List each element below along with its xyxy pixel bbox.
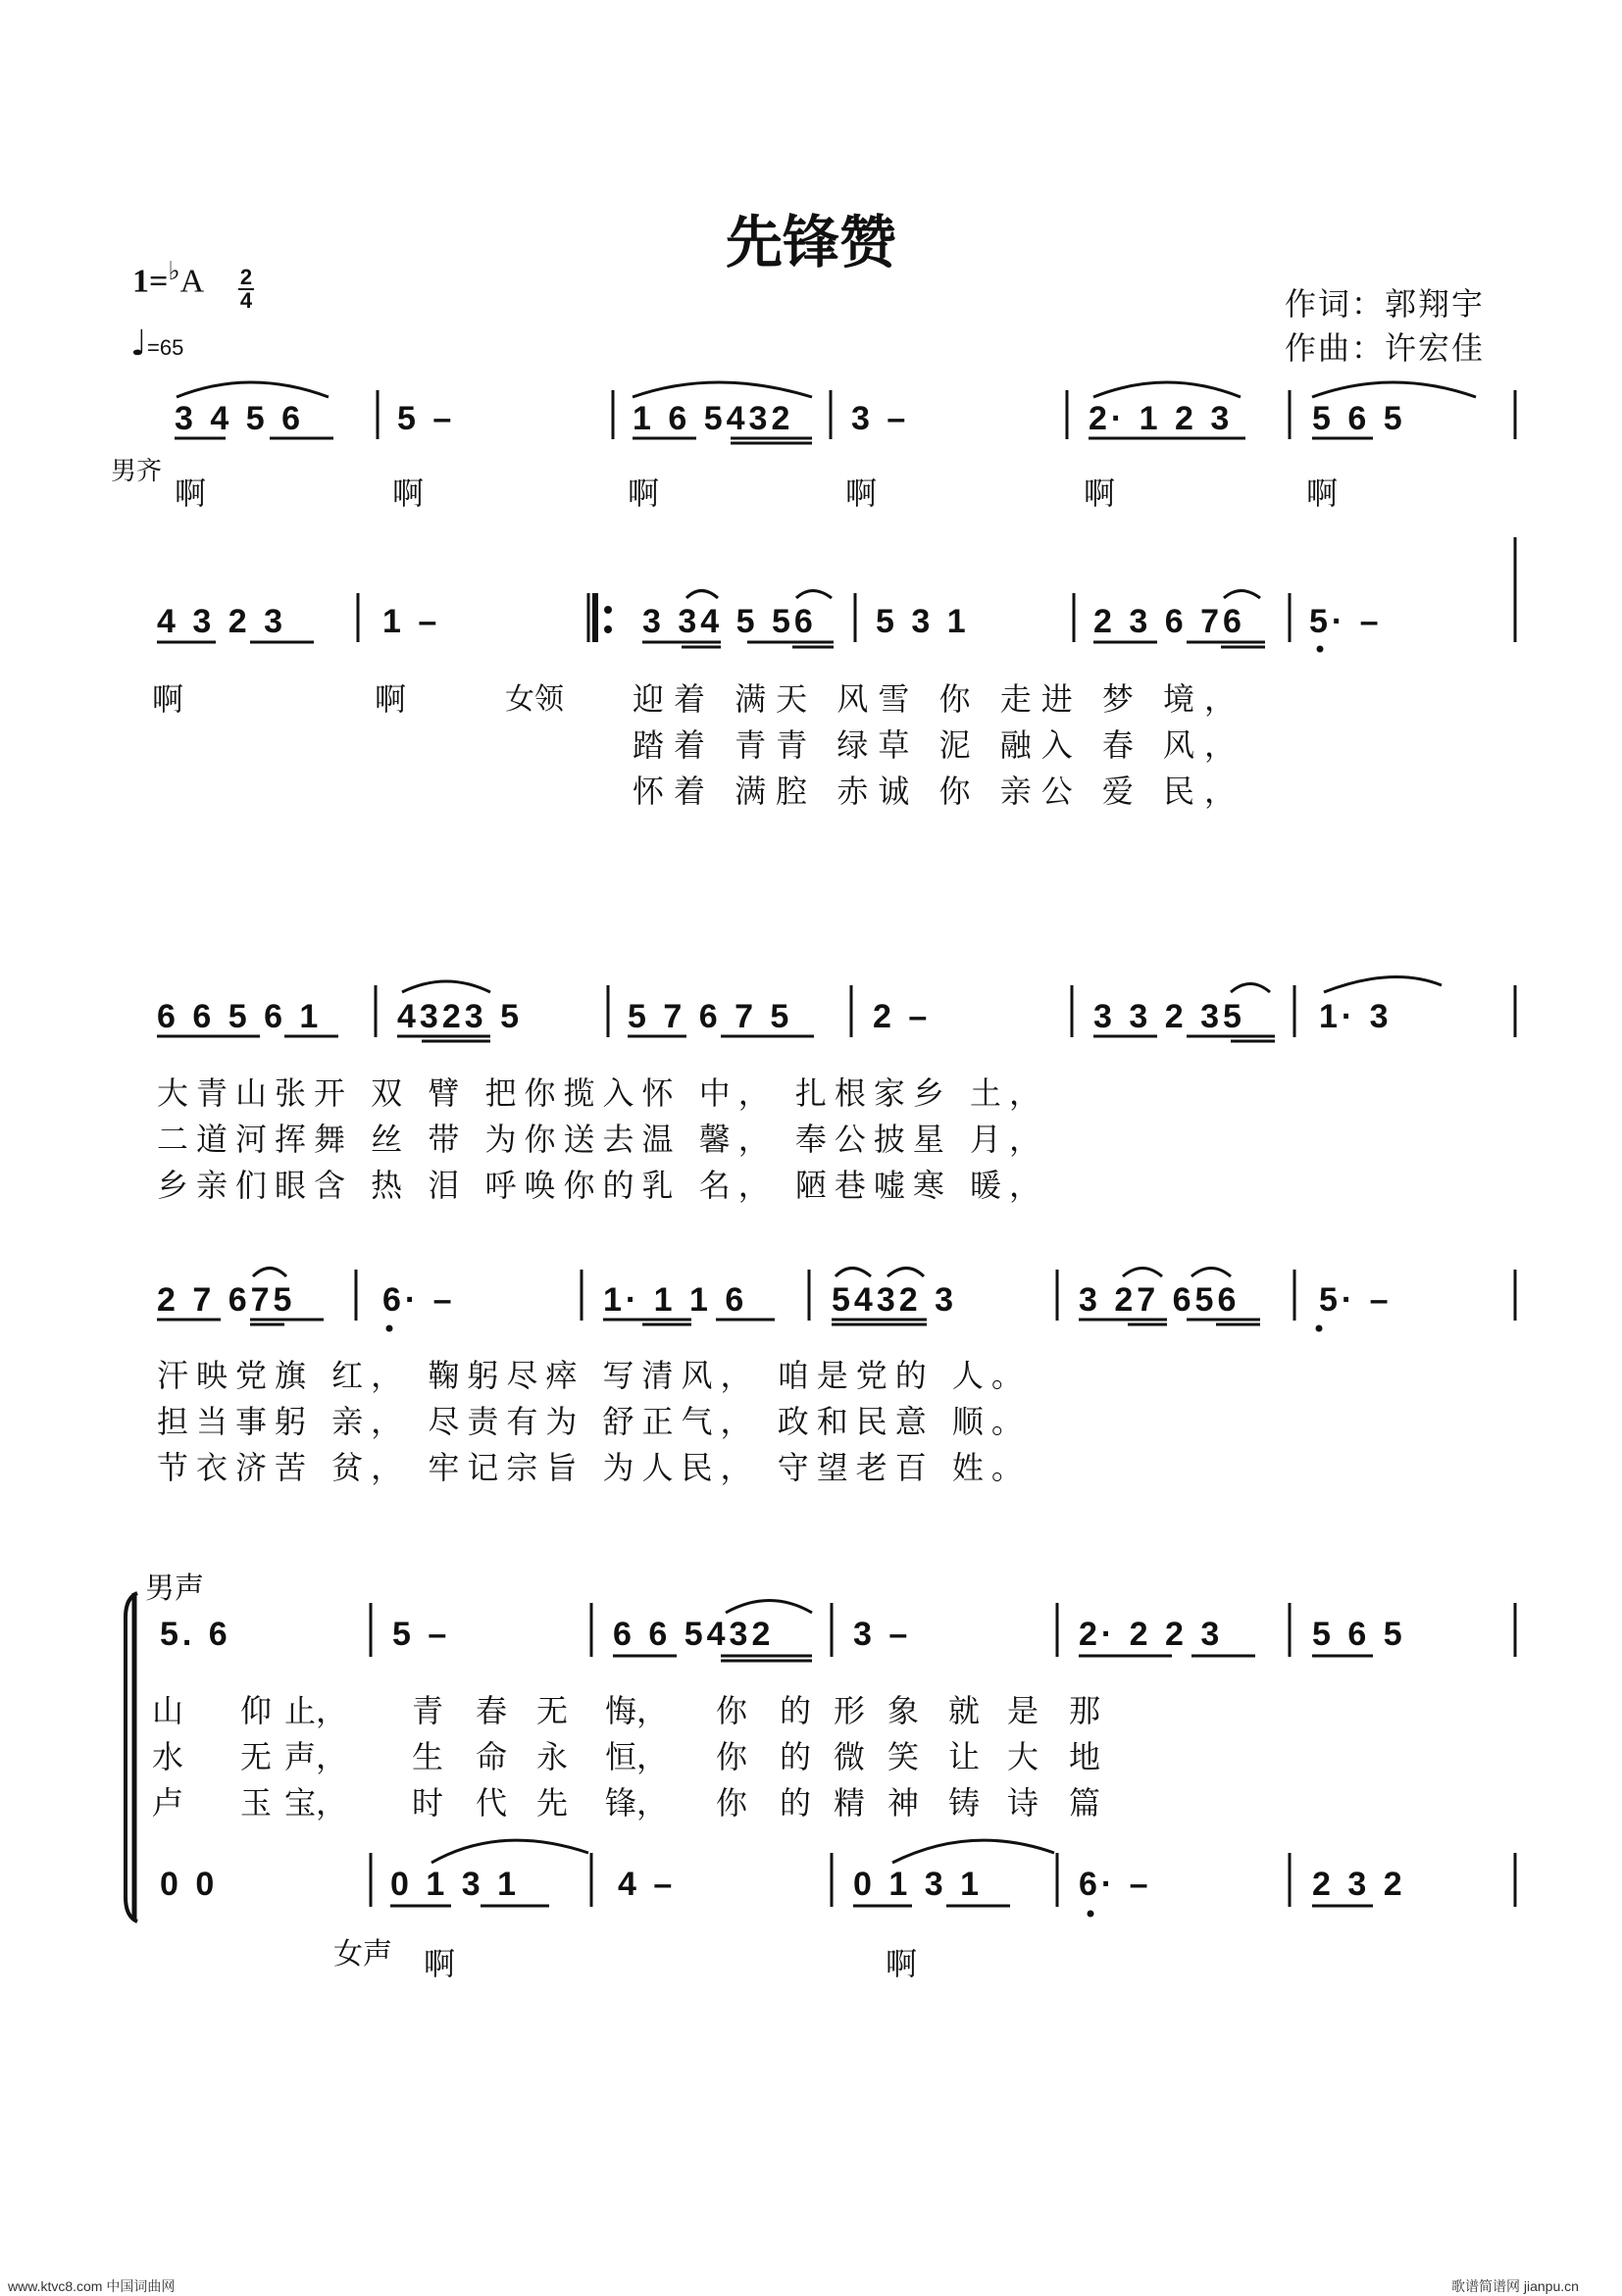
slur <box>177 382 329 397</box>
lyric-syllable: 象 <box>887 1692 920 1729</box>
lyric-syllable: 铸 <box>948 1784 981 1822</box>
slur <box>253 1269 286 1277</box>
repeat-dot <box>604 625 612 633</box>
lyric-syllable: 篇 <box>1069 1784 1101 1822</box>
lyric-syllable: 的 <box>780 1738 812 1775</box>
octave-dot <box>1088 1911 1094 1918</box>
verse-2-1: 迎着 满天 风雪 你 走进 梦 境， <box>633 680 1246 718</box>
measure-4-3: 1· 1 1 6 <box>603 1281 748 1319</box>
time-top: 2 <box>239 265 253 289</box>
lyric-syllable: 止， <box>284 1692 348 1729</box>
verse-2-2: 踏着 青青 绿草 泥 融入 春 风， <box>633 726 1246 764</box>
lyric-syllable: 的 <box>780 1692 812 1729</box>
slur <box>633 382 812 397</box>
lyric-syllable: 神 <box>887 1784 920 1822</box>
lyric-syllable: 仰 <box>240 1692 273 1729</box>
tempo-value: =65 <box>146 335 184 360</box>
key-prefix: 1= <box>132 263 169 300</box>
lyric-syllable: 微 <box>834 1738 866 1775</box>
lyric-syllable: 你 <box>716 1692 748 1729</box>
lyric-syllable: 笑 <box>887 1738 920 1775</box>
lyric-syllable: 诗 <box>1007 1784 1039 1822</box>
part-label-male-unison: 男齐 <box>111 457 163 486</box>
lyric-syllable: 地 <box>1069 1738 1101 1775</box>
measure-1-4: 3 – <box>851 400 910 437</box>
slur <box>836 1269 871 1277</box>
part-label-female-lead: 女领 <box>505 682 564 717</box>
lyric-syllable: 无 <box>240 1738 273 1775</box>
repeat-dot <box>604 606 612 614</box>
lyric-1-2: 啊 <box>392 474 431 512</box>
lyric-syllable: 永 <box>536 1738 569 1775</box>
measure-5-m5: 2· 2 2 3 <box>1079 1616 1224 1653</box>
verse-4-1: 汗映党旗 红， 鞠躬尽瘁 写清风， 咱是党的 人。 <box>157 1357 1031 1394</box>
key-note: A <box>179 263 205 300</box>
measure-5-f2: 0 1 3 1 <box>390 1866 520 1903</box>
measure-1-3: 1 6 5432 <box>633 400 794 437</box>
slur <box>1191 1269 1231 1277</box>
lyric-syllable: 水 <box>152 1738 184 1775</box>
lyric-syllable: 你 <box>716 1738 748 1775</box>
measure-3-6: 1· 3 <box>1319 998 1393 1035</box>
lyric-syllable: 青 <box>412 1692 444 1729</box>
measure-4-5: 3 27 656 <box>1079 1281 1241 1319</box>
slur <box>431 1840 588 1863</box>
lyric-syllable: 你 <box>716 1784 748 1822</box>
lyric-1-5: 啊 <box>1084 474 1122 512</box>
lyric-syllable: 命 <box>476 1738 508 1775</box>
lyric-syllable: 代 <box>476 1784 508 1822</box>
composer-credit: 作曲：许宏佳 <box>1285 329 1486 367</box>
lyric-1-4: 啊 <box>845 474 884 512</box>
measure-4-6: 5· – <box>1319 1281 1393 1319</box>
lyric-syllable: 是 <box>1007 1692 1039 1729</box>
measure-3-1: 6 6 5 6 1 <box>157 998 323 1035</box>
slur <box>726 1601 812 1614</box>
lyric-5-f2: 啊 <box>886 1945 924 1982</box>
measure-4-1: 2 7 675 <box>157 1281 296 1319</box>
measure-5-f4: 0 1 3 1 <box>853 1866 983 1903</box>
slur <box>1093 382 1241 397</box>
lyric-syllable: 让 <box>948 1738 981 1775</box>
lyric-syllable: 就 <box>948 1692 981 1729</box>
verse-2-3: 怀着 满腔 赤诚 你 亲公 爱 民， <box>633 773 1246 810</box>
quarter-note-icon: ♩ <box>130 324 147 364</box>
lyricist-credit: 作词：郭翔宇 <box>1285 285 1486 323</box>
measure-3-2: 4323 5 <box>397 998 523 1035</box>
lyric-1-1: 啊 <box>175 474 213 512</box>
flat-sign: ♭ <box>168 257 180 285</box>
measure-1-2: 5 – <box>397 400 456 437</box>
lyric-syllable: 卢 <box>152 1784 184 1822</box>
lyric-syllable: 山 <box>152 1692 184 1729</box>
octave-dot <box>1317 646 1324 653</box>
measure-1-1: 3 4 5 6 <box>175 400 304 437</box>
part-label-male: 男声 <box>145 1572 204 1606</box>
measure-3-3: 5 7 6 7 5 <box>628 998 793 1035</box>
lyric-syllable: 悔， <box>605 1692 669 1729</box>
lyric-syllable: 生 <box>412 1738 444 1775</box>
lyric-syllable: 春 <box>476 1692 508 1729</box>
slur <box>1324 976 1442 992</box>
lyric-syllable: 无 <box>536 1692 569 1729</box>
lyric-syllable: 大 <box>1007 1738 1039 1775</box>
lyric-2-1: 啊 <box>152 680 190 718</box>
measure-5-f3: 4 – <box>618 1866 677 1903</box>
slur <box>1123 1269 1162 1277</box>
lyric-1-3: 啊 <box>628 474 666 512</box>
lyric-syllable: 宝， <box>284 1784 348 1822</box>
footer-left-watermark: www.ktvc8.com 中国词曲网 <box>8 2278 176 2294</box>
lyric-2-2: 啊 <box>375 680 413 718</box>
measure-4-4: 5432 3 <box>832 1281 957 1319</box>
slur <box>796 591 832 599</box>
lyric-syllable: 那 <box>1069 1692 1101 1729</box>
octave-dot <box>1316 1325 1323 1332</box>
lyric-syllable: 恒， <box>605 1738 669 1775</box>
measure-4-2: 6· – <box>382 1281 456 1319</box>
verse-3-1: 大青山张开 双 臂 把你揽入怀 中， 扎根家乡 土， <box>157 1074 1049 1112</box>
time-bottom: 4 <box>239 288 253 313</box>
lyric-syllable: 锋， <box>605 1784 669 1822</box>
measure-3-4: 2 – <box>873 998 932 1035</box>
measure-5-m6: 5 6 5 <box>1312 1616 1406 1653</box>
lyric-syllable: 玉 <box>240 1784 273 1822</box>
lyric-syllable: 精 <box>834 1784 866 1822</box>
lyric-syllable: 的 <box>780 1784 812 1822</box>
measure-5-f6: 2 3 2 <box>1312 1866 1406 1903</box>
measure-2-6: 5· – <box>1309 603 1383 640</box>
slur <box>402 981 490 992</box>
lyric-syllable: 声， <box>284 1738 348 1775</box>
measure-5-m2: 5 – <box>392 1616 451 1653</box>
lyric-syllable: 形 <box>834 1692 866 1729</box>
measure-5-f1: 0 0 <box>160 1866 219 1903</box>
slur <box>686 591 718 599</box>
measure-5-f5: 6· – <box>1079 1866 1152 1903</box>
measure-5-m4: 3 – <box>853 1616 912 1653</box>
verse-3-2: 二道河挥舞 丝 带 为你送去温 馨， 奉公披星 月， <box>157 1121 1049 1158</box>
measure-3-5: 3 3 2 35 <box>1093 998 1245 1035</box>
verse-4-3: 节衣济苦 贫， 牢记宗旨 为人民， 守望老百 姓。 <box>157 1449 1031 1486</box>
part-label-female: 女声 <box>333 1937 392 1972</box>
slur <box>1312 382 1476 397</box>
measure-2-5: 2 3 6 76 <box>1093 603 1245 640</box>
measure-2-1: 4 3 2 3 <box>157 603 286 640</box>
verse-4-2: 担当事躬 亲， 尽责有为 舒正气， 政和民意 顺。 <box>157 1403 1031 1440</box>
measure-5-m1: 5. 6 <box>160 1616 231 1653</box>
lyric-5-f1: 啊 <box>424 1945 462 1982</box>
footer-right-watermark: 歌谱简谱网 jianpu.cn <box>1451 2278 1579 2294</box>
slur <box>892 1840 1054 1863</box>
measure-5-m3: 6 6 5432 <box>613 1616 775 1653</box>
slur <box>1231 984 1270 993</box>
measure-1-6: 5 6 5 <box>1312 400 1406 437</box>
measure-2-4: 5 3 1 <box>876 603 970 640</box>
verse-3-3: 乡亲们眼含 热 泪 呼唤你的乳 名， 陋巷嘘寒 暖， <box>157 1167 1049 1204</box>
measure-1-5: 2· 1 2 3 <box>1089 400 1234 437</box>
lyric-syllable: 时 <box>412 1784 444 1822</box>
lyric-1-6: 啊 <box>1306 474 1344 512</box>
lyric-syllable: 先 <box>536 1784 569 1822</box>
measure-2-2: 1 – <box>382 603 441 640</box>
page-title: 先锋赞 <box>725 209 896 275</box>
slur <box>887 1269 924 1277</box>
slur <box>1224 591 1260 599</box>
octave-dot <box>386 1325 393 1332</box>
measure-2-3: 3 34 5 56 <box>642 603 817 640</box>
